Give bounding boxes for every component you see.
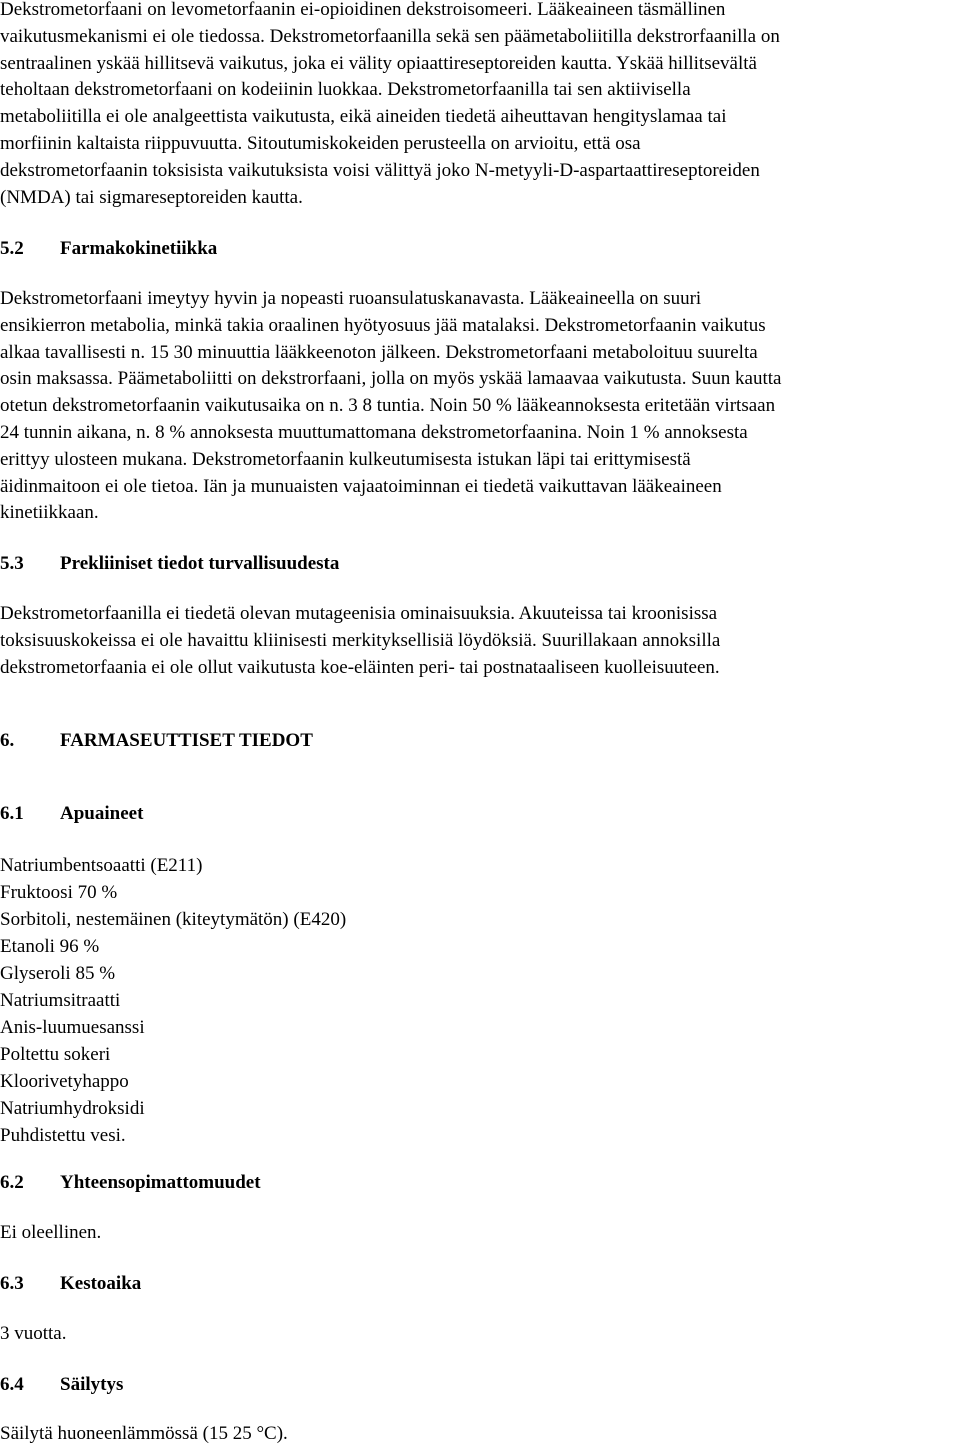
list-item: Poltettu sokeri (0, 1044, 111, 1065)
section-heading-6 (0, 728, 313, 754)
section-number: 6.2 (0, 1172, 24, 1193)
list-item: Anis-luumuesanssi (0, 1017, 145, 1038)
text-line: Dekstrometorfaani on levometorfaanin ei-opioidinen dekstroisomeeri. Lääkeaineen täsmällinen (0, 0, 726, 20)
section-number: 6.4 (0, 1374, 24, 1395)
list-item: Natriumbentsoaatti (E211) (0, 855, 203, 876)
text-line: erittyy ulosteen mukana. Dekstrometorfaanin kulkeutumisesta istukan läpi tai erittymisestä (0, 448, 691, 470)
text-line: ensikierron metabolia, minkä takia oraalinen hyötyosuus jää matalaksi. Dekstrometorfaanin vaikutus (0, 314, 766, 336)
text-line: vaikutusmekanismi ei ole tiedossa. Dekstrometorfaanilla sekä sen päämetaboliitilla dekstrorfaanilla on (0, 25, 780, 47)
section-heading-6-4 (0, 1372, 123, 1398)
section-number: 6.3 (0, 1273, 24, 1294)
list-item: Puhdistettu vesi. (0, 1125, 126, 1146)
pharmacodynamics-paragraph (0, 0, 960, 211)
section-title: Kestoaika (60, 1273, 142, 1294)
pharmacokinetics-paragraph (0, 286, 960, 527)
shelf-life-text: 3 vuotta. (0, 1323, 67, 1344)
excipients-list (0, 852, 346, 1149)
section-title: Säilytys (60, 1374, 124, 1395)
section-title: FARMASEUTTISET TIEDOT (60, 730, 313, 751)
text-line: sentraalinen yskää hillitsevä vaikutus, joka ei välity opiaattireseptoreiden kautta. Yskää hillitsevältä (0, 52, 757, 74)
text-line: kinetiikkaan. (0, 502, 99, 524)
section-title: Yhteensopimattomuudet (60, 1172, 261, 1193)
text-line: metaboliitilla ei ole analgeettista vaikutusta, eikä aineiden tiedetä aiheuttavan hengityslamaa tai (0, 106, 727, 128)
text-line: osin maksassa. Päämetaboliitti on dekstrorfaani, jolla on myös yskää lamaavaa vaikutusta. Suun kautta (0, 368, 782, 390)
text-line: (NMDA) tai sigmareseptoreiden kautta. (0, 186, 303, 208)
list-item: Natriumhydroksidi (0, 1098, 145, 1119)
section-number: 5.2 (0, 238, 24, 259)
list-item: Natriumsitraatti (0, 990, 121, 1011)
text-line: otetun dekstrometorfaanin vaikutusaika on n. 3 8 tuntia. Noin 50 % lääkeannoksesta eritetään virtsaan (0, 395, 776, 417)
list-item: Kloorivetyhappo (0, 1071, 129, 1092)
section-number: 6. (0, 730, 15, 751)
incompatibilities-text: Ei oleellinen. (0, 1222, 102, 1243)
list-item: Fruktoosi 70 % (0, 882, 118, 903)
text-line: toksisuuskokeissa ei ole havaittu kliinisesti merkityksellisiä löydöksiä. Suurillakaan annoksilla (0, 629, 721, 651)
text-line: teholtaan dekstrometorfaani on kodeiinin luokkaa. Dekstrometorfaanilla tai sen aktiivisella (0, 79, 691, 101)
text-line: dekstrometorfaania ei ole ollut vaikutusta koe-eläinten peri- tai postnataaliseen kuolleisuuteen. (0, 656, 720, 678)
storage-text: Säilytä huoneenlämmössä (15 25 °C). (0, 1423, 288, 1444)
text-line: äidinmaitoon ei ole tietoa. Iän ja munuaisten vajaatoiminnan ei tiedetä vaikuttavan lääkeaineen (0, 475, 722, 497)
list-item: Sorbitoli, nestemäinen (kiteytymätön) (E420) (0, 909, 347, 930)
text-line: 24 tunnin aikana, n. 8 % annoksesta muuttumattomana dekstrometorfaanina. Noin 1 % annoksesta (0, 421, 748, 443)
list-item: Glyseroli 85 % (0, 963, 116, 984)
list-item: Etanoli 96 % (0, 936, 100, 957)
preclinical-safety-paragraph (0, 601, 960, 681)
text-line: alkaa tavallisesti n. 15 30 minuuttia lääkkeenoton jälkeen. Dekstrometorfaani metaboloituu suurelta (0, 341, 758, 363)
section-heading-6-2 (0, 1170, 261, 1196)
section-title: Farmakokinetiikka (60, 238, 218, 259)
text-line: dekstrometorfaanin toksisista vaikutuksista voisi välittyä joko N-metyyli-D-aspartaattireseptoreiden (0, 159, 760, 181)
text-line: Dekstrometorfaani imeytyy hyvin ja nopeasti ruoansulatuskanavasta. Lääkeaineella on suuri (0, 288, 702, 309)
text-line: Dekstrometorfaanilla ei tiedetä olevan mutageenisia ominaisuuksia. Akuuteissa tai kroonisissa (0, 603, 718, 624)
section-number: 5.3 (0, 553, 24, 574)
text-line: morfiinin kaltaista riippuvuutta. Sitoutumiskokeiden perusteella on arvioitu, että osa (0, 132, 641, 154)
section-heading-5-3 (0, 551, 339, 577)
section-heading-5-2 (0, 236, 217, 262)
section-heading-6-3 (0, 1271, 141, 1297)
section-title: Apuaineet (60, 803, 144, 824)
section-heading-6-1 (0, 801, 143, 827)
section-number: 6.1 (0, 803, 24, 824)
section-title: Prekliiniset tiedot turvallisuudesta (60, 553, 340, 574)
